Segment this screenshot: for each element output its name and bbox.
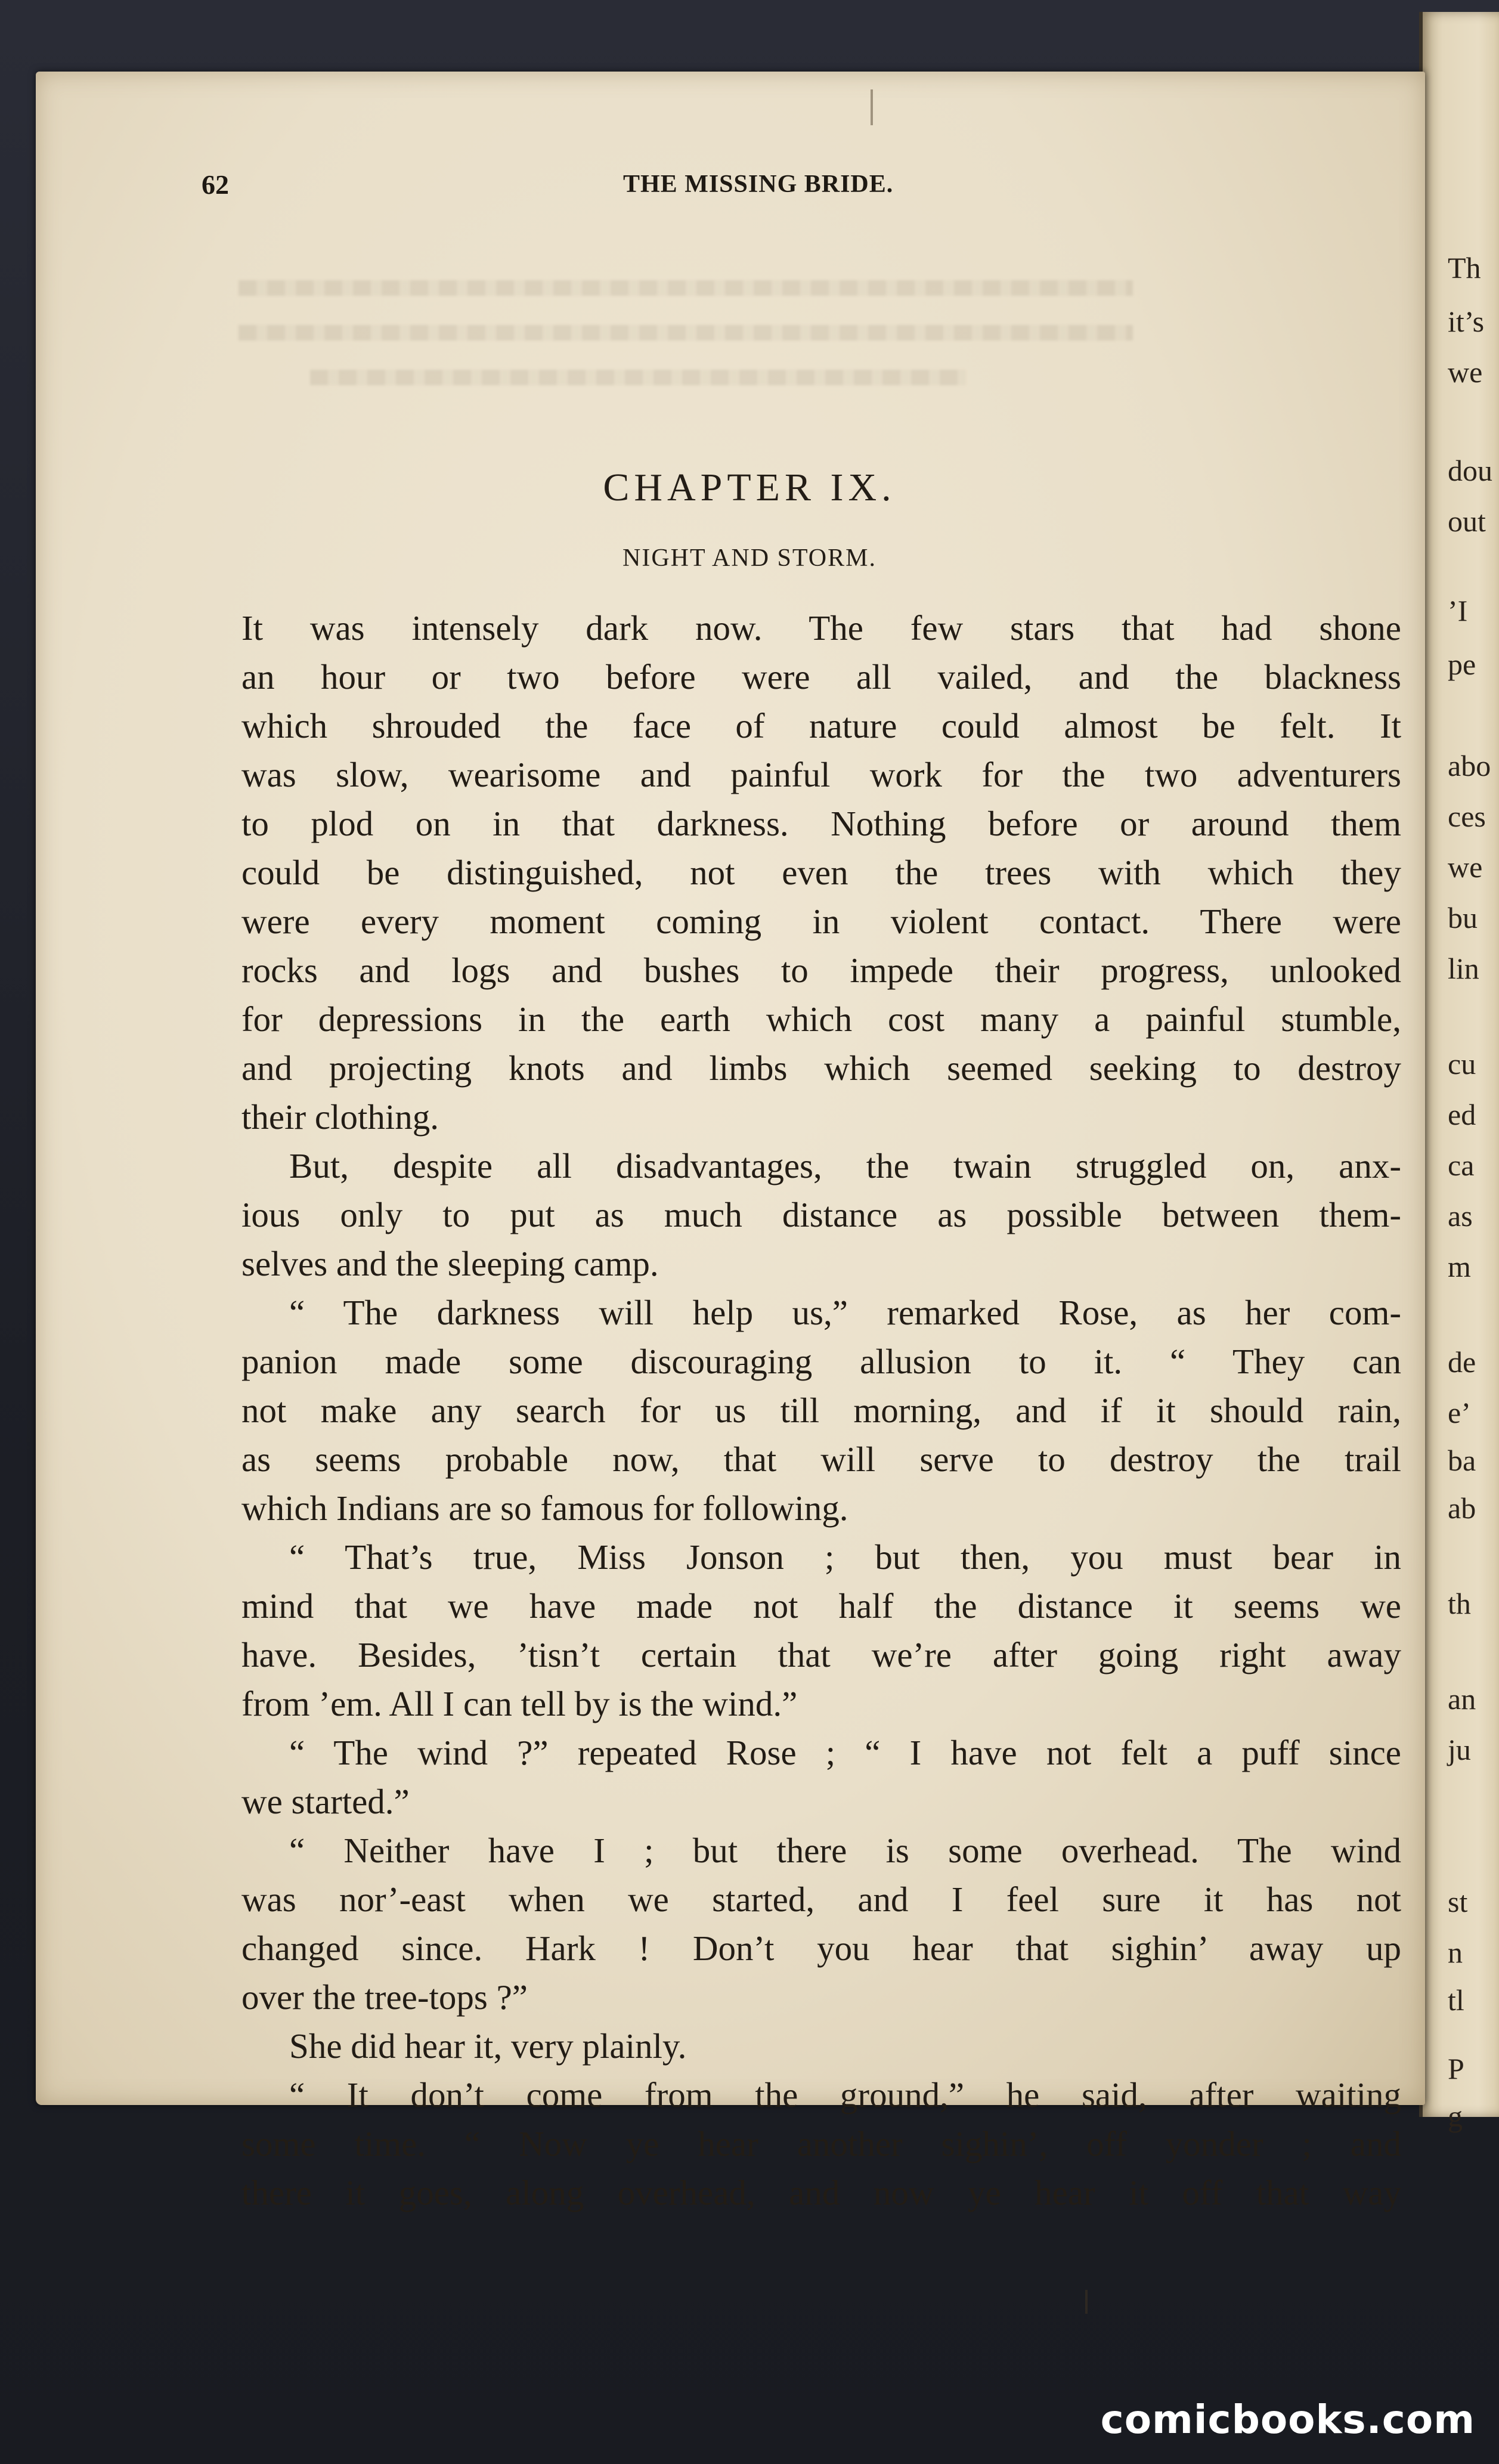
adjacent-page-fragment: out (1448, 504, 1486, 538)
page-mark (1085, 2290, 1088, 2314)
text-line: could be distinguished, not even the trees with which they (241, 853, 1401, 892)
text-line: were every moment coming in violent contact. There were (241, 902, 1401, 941)
text-line: She did hear it, very plainly. (289, 2026, 687, 2066)
adjacent-page-fragment: P (1448, 2052, 1464, 2085)
text-line: to plod on in that darkness. Nothing before or around them (241, 804, 1401, 843)
adjacent-page-fragment: pe (1448, 648, 1476, 681)
text-line: rocks and logs and bushes to impede their progress, unlooked (241, 951, 1401, 990)
adjacent-page-fragment: bu (1448, 901, 1478, 934)
text-line: from ’em. All I can tell by is the wind.” (241, 1684, 798, 1723)
show-through-text (239, 325, 1133, 340)
adjacent-page-fragment: e’ (1448, 1396, 1471, 1429)
adjacent-page-fragment: m (1448, 1250, 1471, 1283)
text-line: an hour or two before were all vailed, and the blackness (241, 657, 1401, 697)
adjacent-page-fragment: ed (1448, 1098, 1476, 1131)
adjacent-page-fragment: as (1448, 1199, 1473, 1233)
adjacent-page-fragment: th (1448, 1587, 1471, 1620)
adjacent-page-fragment: ca (1448, 1149, 1475, 1182)
watermark: comicbooks.com (1100, 2397, 1475, 2443)
text-line: their clothing. (241, 1097, 439, 1137)
adjacent-page-fragment: we (1448, 355, 1483, 389)
adjacent-page-fragment: ’I (1448, 594, 1468, 627)
text-line: there it goes, along overhead, and now ye hear it off that way (241, 2173, 1401, 2212)
adjacent-page-fragment: we (1448, 850, 1483, 884)
adjacent-page-fragment: ces (1448, 800, 1486, 833)
text-line: “ That’s true, Miss Jonson ; but then, you must bear in (289, 1537, 1401, 1577)
page-number: 62 (202, 169, 229, 200)
text-line: and projecting knots and limbs which seemed seeking to destroy (241, 1048, 1401, 1088)
page-mark (871, 89, 873, 125)
chapter-title: CHAPTER IX. (603, 466, 896, 509)
adjacent-page-fragment: de (1448, 1345, 1476, 1379)
text-line: some time. “ Now ye hear another sighin’, off yonder ; and (241, 2124, 1401, 2163)
text-line: “ The darkness will help us,” remarked Rose, as her com- (289, 1293, 1401, 1332)
adjacent-page-fragment: ju (1448, 1733, 1471, 1766)
adjacent-page-fragment: ab (1448, 1491, 1476, 1525)
show-through-text (239, 280, 1133, 296)
adjacent-page-fragment: tl (1448, 1983, 1464, 2017)
show-through-text (310, 370, 966, 385)
adjacent-page-fragment: lin (1448, 952, 1479, 985)
adjacent-page-fragment: ba (1448, 1444, 1476, 1477)
text-line: over the tree-tops ?” (241, 1977, 528, 2017)
adjacent-page-fragment: st (1448, 1885, 1468, 1918)
text-line: It was intensely dark now. The few stars that had shone (241, 608, 1401, 648)
adjacent-page-fragment: cu (1448, 1047, 1476, 1081)
chapter-subtitle: NIGHT AND STORM. (622, 544, 877, 572)
adjacent-page-fragment: n (1448, 1936, 1463, 1969)
text-line: which Indians are so famous for following. (241, 1488, 848, 1528)
text-line: panion made some discouraging allusion to it. “ They can (241, 1342, 1401, 1381)
text-line: was slow, wearisome and painful work for the two adventurers (241, 755, 1401, 794)
text-line: as seems probable now, that will serve to destroy the trail (241, 1440, 1401, 1479)
adjacent-page (1419, 12, 1499, 2133)
adjacent-page-fragment: abo (1448, 749, 1491, 782)
text-line: ious only to put as much distance as possible between them- (241, 1195, 1401, 1234)
adjacent-page-fragment: dou (1448, 454, 1492, 487)
text-line: we started.” (241, 1782, 410, 1821)
text-line: mind that we have made not half the distance it seems we (241, 1586, 1401, 1626)
adjacent-page-fragment: it’s (1448, 305, 1485, 338)
text-line: “ The wind ?” repeated Rose ; “ I have not felt a puff since (289, 1733, 1401, 1772)
text-line: which shrouded the face of nature could almost be felt. It (241, 706, 1401, 745)
adjacent-page-fragment: Th (1448, 251, 1481, 284)
text-line: “ It don’t come from the ground,” he said, after waiting (289, 2075, 1401, 2115)
text-line: But, despite all disadvantages, the twain struggled on, anx- (289, 1146, 1401, 1185)
text-line: for depressions in the earth which cost many a painful stumble, (241, 999, 1401, 1039)
adjacent-page-fragment: g (1448, 2100, 1463, 2133)
text-line: was nor’-east when we started, and I feel sure it has not (241, 1880, 1401, 1919)
body-text (241, 603, 1401, 2217)
text-line: changed since. Hark ! Don’t you hear that sighin’ away up (241, 1929, 1401, 1968)
text-line: have. Besides, ’tisn’t certain that we’re after going right away (241, 1635, 1401, 1674)
running-title: THE MISSING BRIDE. (623, 171, 894, 198)
text-line: “ Neither have I ; but there is some overhead. The wind (289, 1831, 1401, 1870)
text-line: not make any search for us till morning, and if it should rain, (241, 1391, 1401, 1430)
page-header (0, 169, 1499, 205)
text-line: selves and the sleeping camp. (241, 1244, 659, 1283)
adjacent-page-fragment: an (1448, 1682, 1476, 1716)
